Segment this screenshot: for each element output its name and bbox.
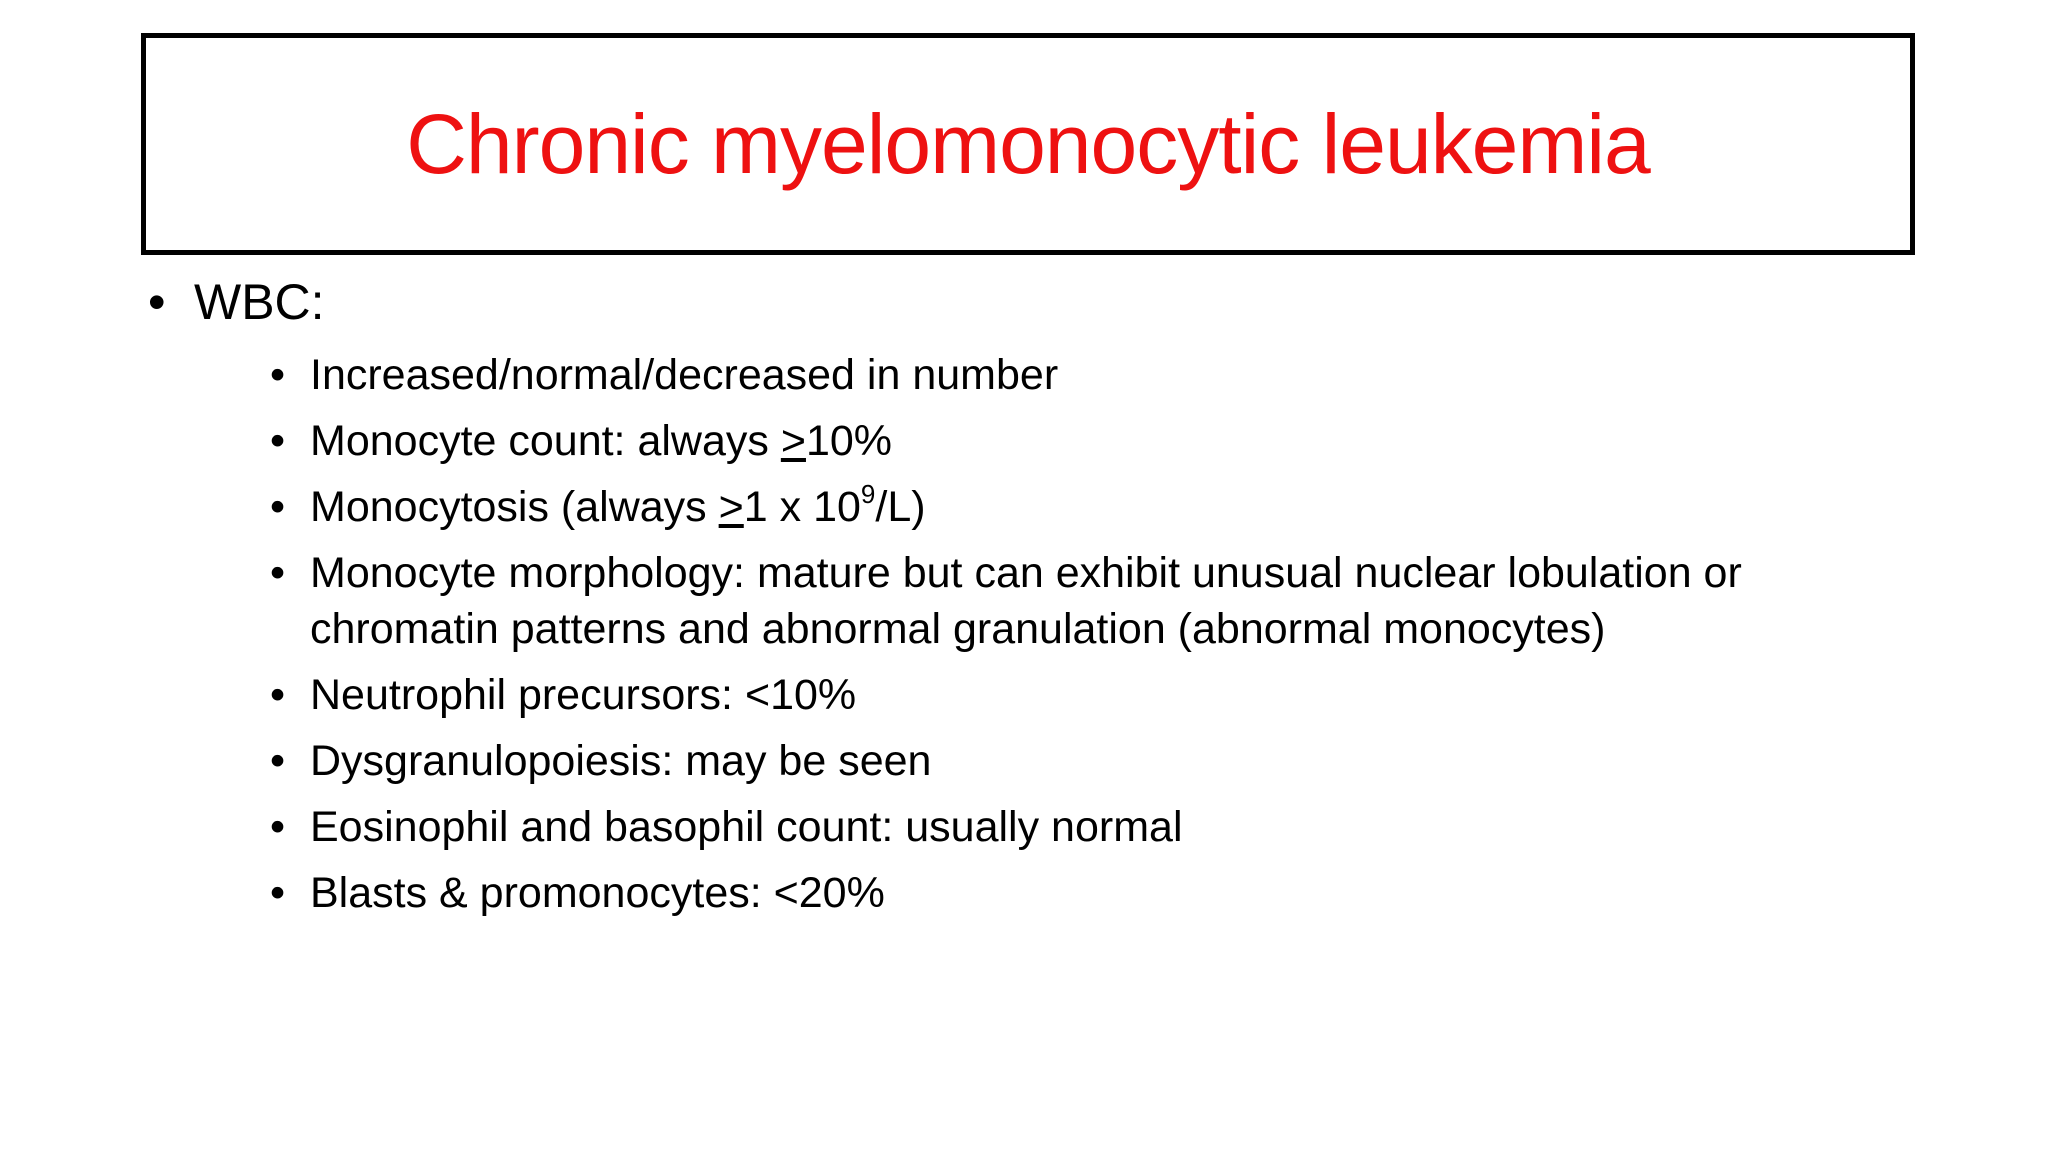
list-item — [270, 545, 1928, 657]
item-text: Monocytosis (always — [310, 483, 719, 531]
item-text-underlined: > — [780, 417, 806, 465]
section-label: WBC: — [194, 274, 325, 330]
item-text: Eosinophil and basophil count: usually normal — [310, 803, 1183, 851]
bullet-dot: • — [270, 351, 286, 399]
item-text-underlined: > — [718, 483, 744, 531]
item-text: Monocyte count: always — [310, 417, 781, 465]
bullet-dot: • — [148, 274, 166, 330]
list-item — [270, 667, 1928, 723]
item-text: Increased/normal/decreased in number — [310, 351, 1059, 399]
bullet-dot: • — [270, 417, 286, 465]
item-text-line: chromatin patterns and abnormal granulation (abnormal monocytes) — [310, 605, 1606, 653]
list-item — [270, 799, 1928, 855]
item-superscript: 9 — [860, 479, 876, 509]
item-text: 10% — [805, 417, 893, 465]
bullet-wbc — [148, 268, 1928, 336]
bullet-dot: • — [270, 483, 286, 531]
slide-content — [148, 268, 1928, 921]
item-text: Neutrophil precursors: <10% — [310, 671, 857, 719]
list-item — [270, 865, 1928, 921]
item-text: Dysgranulopoiesis: may be seen — [310, 737, 932, 785]
item-text: /L) — [875, 483, 926, 531]
list-item — [270, 347, 1928, 403]
item-text: 1 x 10 — [743, 483, 861, 531]
bullet-dot: • — [270, 671, 286, 719]
bullet-dot: • — [270, 549, 286, 597]
list-item — [270, 413, 1928, 469]
bullet-dot: • — [270, 803, 286, 851]
slide-title: Chronic myelomonocytic leukemia — [406, 96, 1650, 191]
title-box — [141, 33, 1915, 255]
list-item — [270, 733, 1928, 789]
item-text-line: Monocyte morphology: mature but can exhibit unusual nuclear lobulation or — [310, 549, 1742, 597]
bullet-dot: • — [270, 737, 286, 785]
item-text: Blasts & promonocytes: <20% — [310, 869, 885, 917]
bullet-dot: • — [270, 869, 286, 917]
list-item — [270, 479, 1928, 535]
